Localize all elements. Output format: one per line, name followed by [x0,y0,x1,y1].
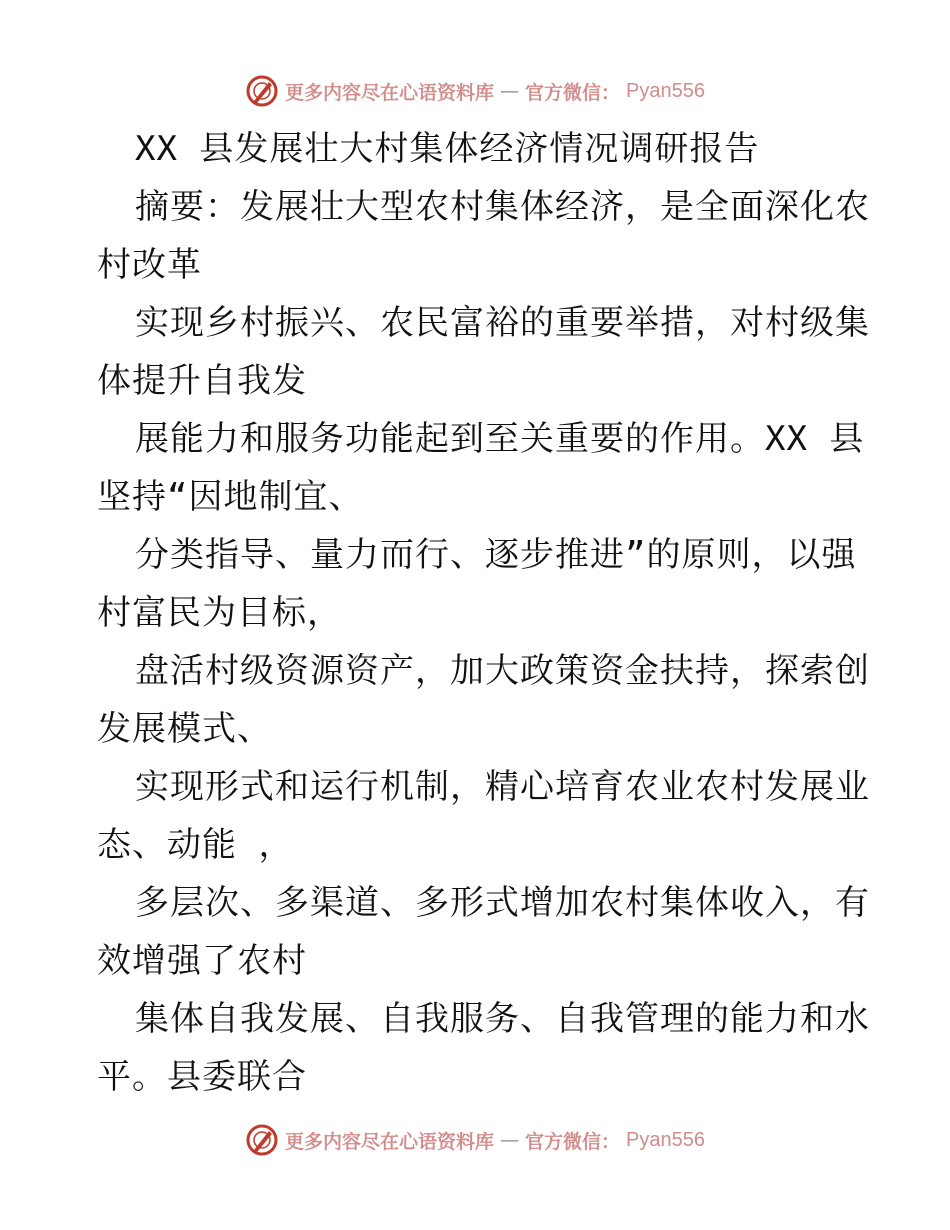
document-line: 村富民为目标， [97,593,342,633]
watermark-site-text: 更多内容尽在心语资料库 [285,81,495,104]
pen-circle-logo-icon [245,1123,279,1157]
document-line: 实现乡村振兴、农民富裕的重要举措，对村级集 [135,303,870,343]
document-line: 集体自我发展、自我服务、自我管理的能力和水 [135,999,870,1039]
watermark-wechat-text: 官方微信： [525,1130,621,1153]
document-line: 分类指导、量力而行、逐步推进”的原则，以强 [135,535,857,575]
document-line: 村改革 [97,245,202,285]
document-line: 发展模式、 [97,709,272,749]
watermark-wechat-text: 官方微信： [525,81,621,104]
document-body [97,120,870,1106]
watermark-separator: — [500,1129,520,1151]
watermark-site-text: 更多内容尽在心语资料库 [285,1130,495,1153]
document-line: 摘要：发展壮大型农村集体经济，是全面深化农 [135,187,870,227]
document-line: 展能力和服务功能起到至关重要的作用。XX 县 [135,419,865,459]
document-line: 效增强了农村 [97,941,307,981]
watermark-wechat-id: Pyan556 [626,1128,705,1151]
document-line: 平。县委联合 [97,1057,307,1097]
document-line: 盘活村级资源资产，加大政策资金扶持，探索创 [135,651,870,691]
document-line: 态、动能 ， [97,825,294,865]
header-watermark [0,71,950,111]
watermark-separator: — [500,80,520,102]
document-line: 坚持“因地制宜、 [97,477,364,517]
document-line: 多层次、多渠道、多形式增加农村集体收入，有 [135,883,870,923]
document-line: 实现形式和运行机制，精心培育农业农村发展业 [135,767,870,807]
pen-circle-logo-icon [245,74,279,108]
document-line: 体提升自我发 [97,361,307,401]
watermark-wechat-id: Pyan556 [626,79,705,102]
document-title: XX 县发展壮大村集体经济情况调研报告 [135,129,760,169]
footer-watermark [0,1120,950,1160]
